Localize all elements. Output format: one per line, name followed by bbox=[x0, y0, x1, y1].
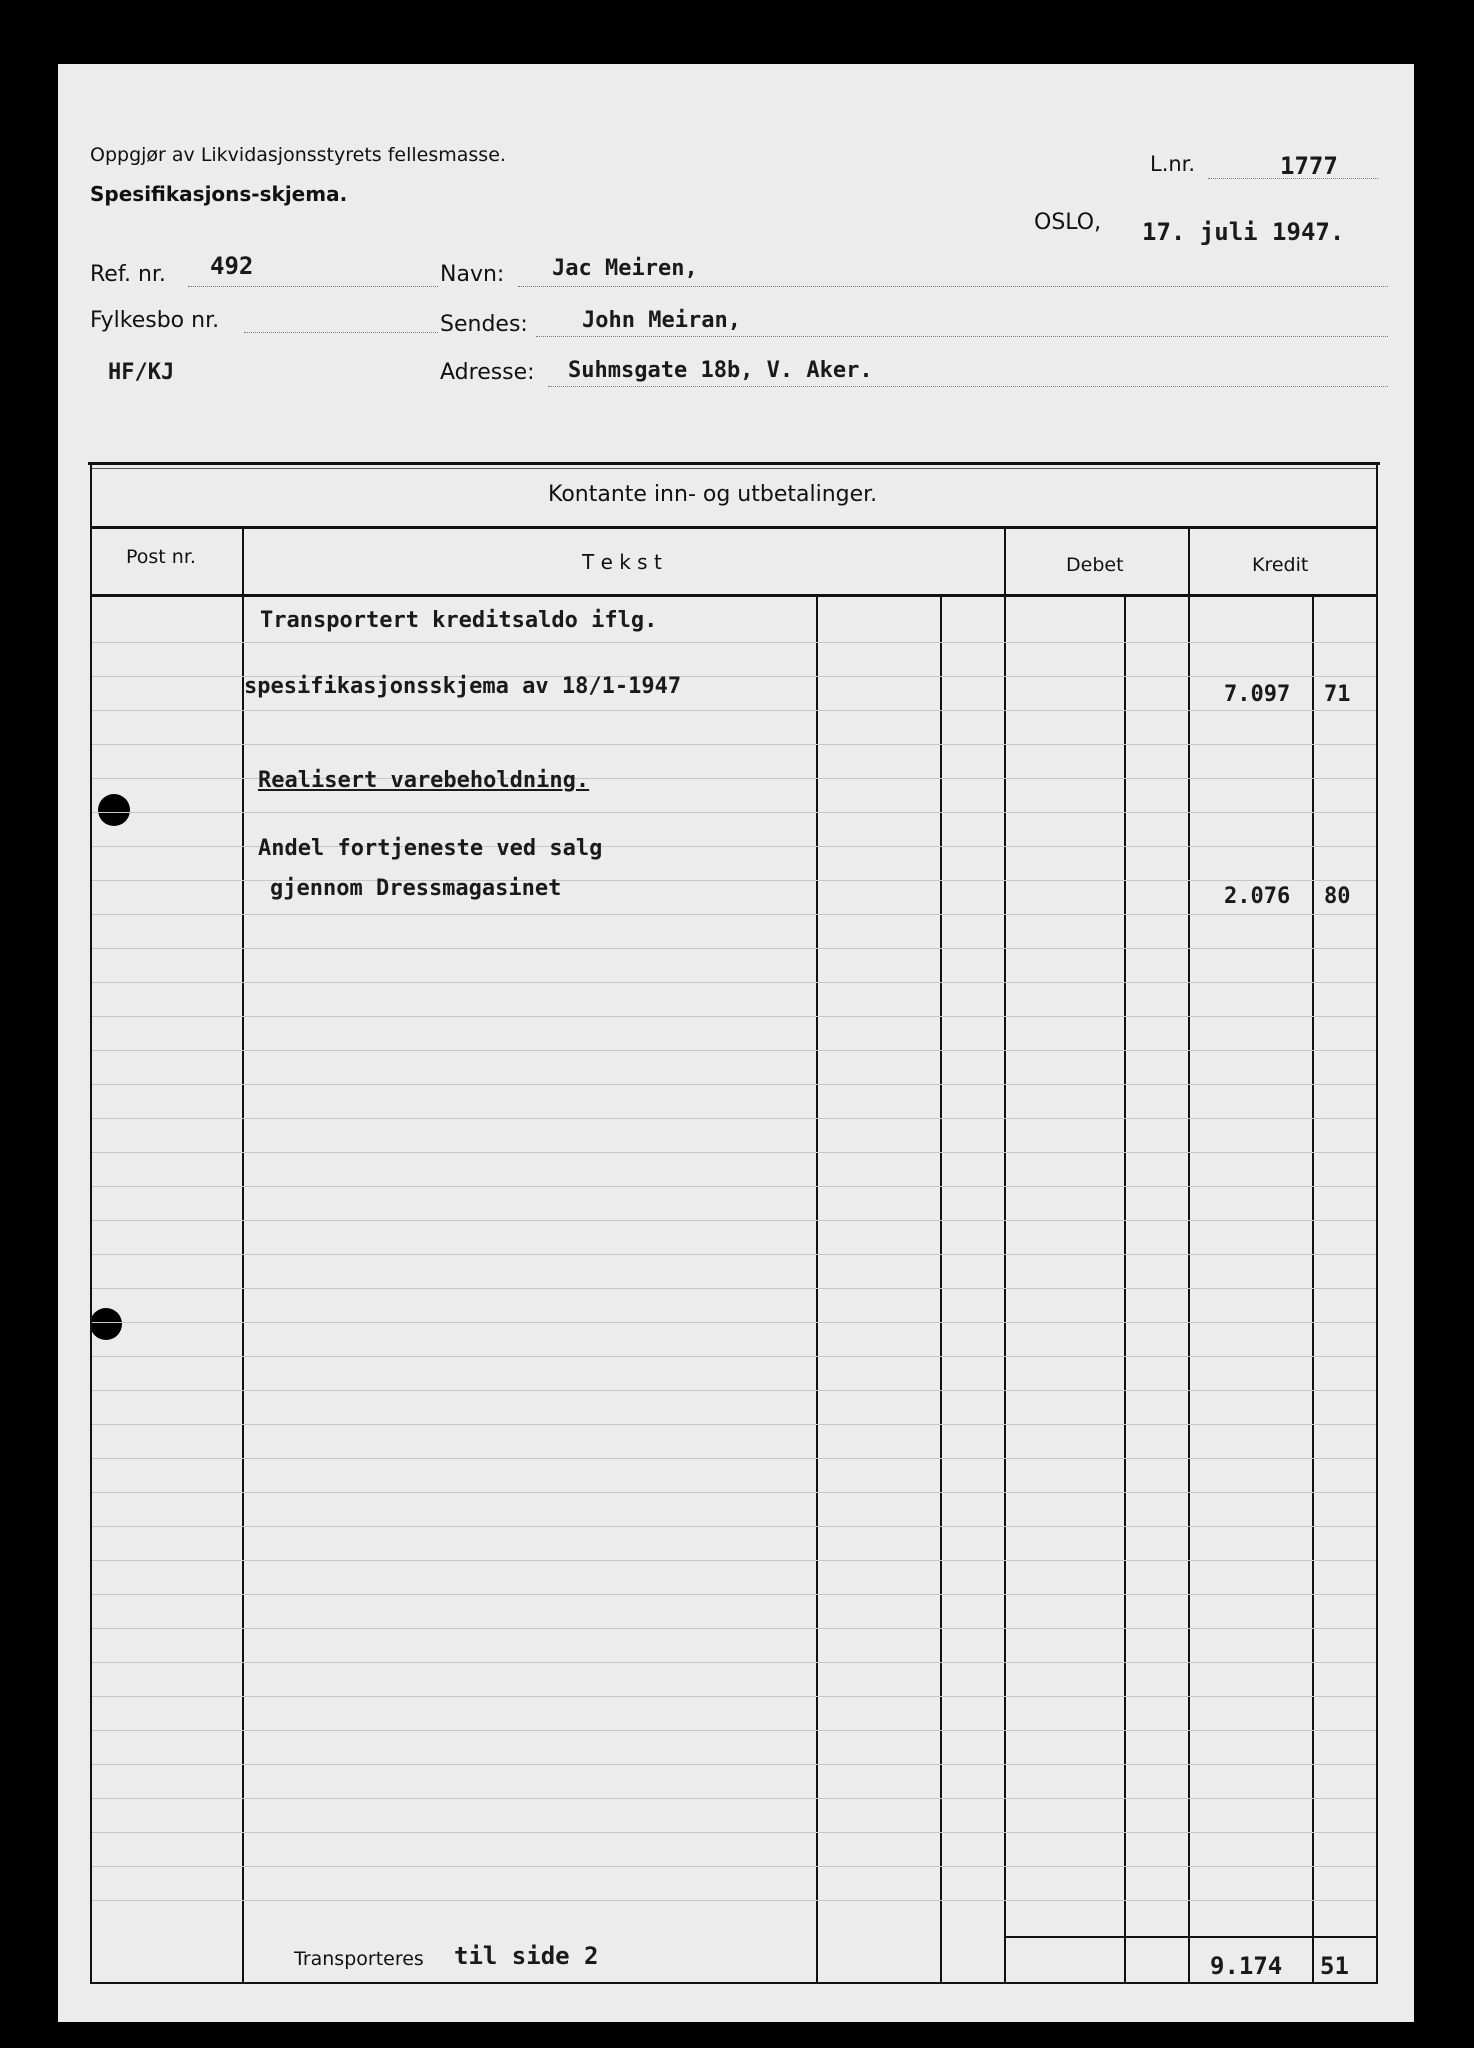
ref-value: 492 bbox=[210, 252, 254, 280]
adresse-label: Adresse: bbox=[440, 360, 535, 385]
header-line2: Spesifikasjons-skjema. bbox=[90, 182, 348, 206]
footer-kredit-total: 9.174 bbox=[1210, 1952, 1283, 1980]
ref-label: Ref. nr. bbox=[90, 262, 166, 287]
lnr-value: 1777 bbox=[1280, 152, 1338, 180]
entry-kredit-5: 2.076 bbox=[1224, 884, 1291, 909]
entry-ore-5: 80 bbox=[1324, 884, 1351, 909]
col-debet-header: Debet bbox=[1066, 554, 1124, 576]
place-label: OSLO, bbox=[1034, 210, 1102, 235]
sendes-label: Sendes: bbox=[440, 312, 528, 337]
punch-hole-bottom bbox=[90, 1308, 122, 1340]
entry-text-3: Realisert varebeholdning. bbox=[258, 768, 590, 793]
entry-text-4: Andel fortjeneste ved salg bbox=[258, 836, 603, 861]
fylkesbo-label: Fylkesbo nr. bbox=[90, 308, 220, 333]
document-page bbox=[58, 64, 1414, 2022]
navn-label: Navn: bbox=[440, 262, 505, 287]
sendes-value: John Meiran, bbox=[582, 308, 741, 333]
table-title: Kontante inn- og utbetalinger. bbox=[548, 482, 878, 507]
adresse-value: Suhmsgate 18b, V. Aker. bbox=[568, 358, 873, 383]
col-kredit-header: Kredit bbox=[1252, 554, 1309, 576]
col-tekst-header: T e k s t bbox=[582, 550, 662, 574]
entry-text-2: spesifikasjonsskjema av 18/1-1947 bbox=[244, 674, 682, 699]
initials: HF/KJ bbox=[108, 360, 175, 385]
entry-kredit-2: 7.097 bbox=[1224, 682, 1291, 707]
col-post-header: Post nr. bbox=[126, 546, 196, 568]
entry-text-1: Transportert kreditsaldo iflg. bbox=[260, 608, 658, 633]
header-line1: Oppgjør av Likvidasjonsstyrets fellesmasse. bbox=[90, 144, 506, 166]
punch-hole-top bbox=[98, 794, 130, 826]
date-value: 17. juli 1947. bbox=[1142, 218, 1345, 246]
footer-text: til side 2 bbox=[454, 1942, 599, 1970]
footer-ore-total: 51 bbox=[1320, 1952, 1349, 1980]
entry-ore-2: 71 bbox=[1324, 682, 1351, 707]
entry-text-5: gjennom Dressmagasinet bbox=[270, 876, 562, 901]
lnr-label: L.nr. bbox=[1150, 152, 1196, 176]
footer-label: Transporteres bbox=[294, 1948, 424, 1970]
navn-value: Jac Meiren, bbox=[552, 256, 698, 281]
